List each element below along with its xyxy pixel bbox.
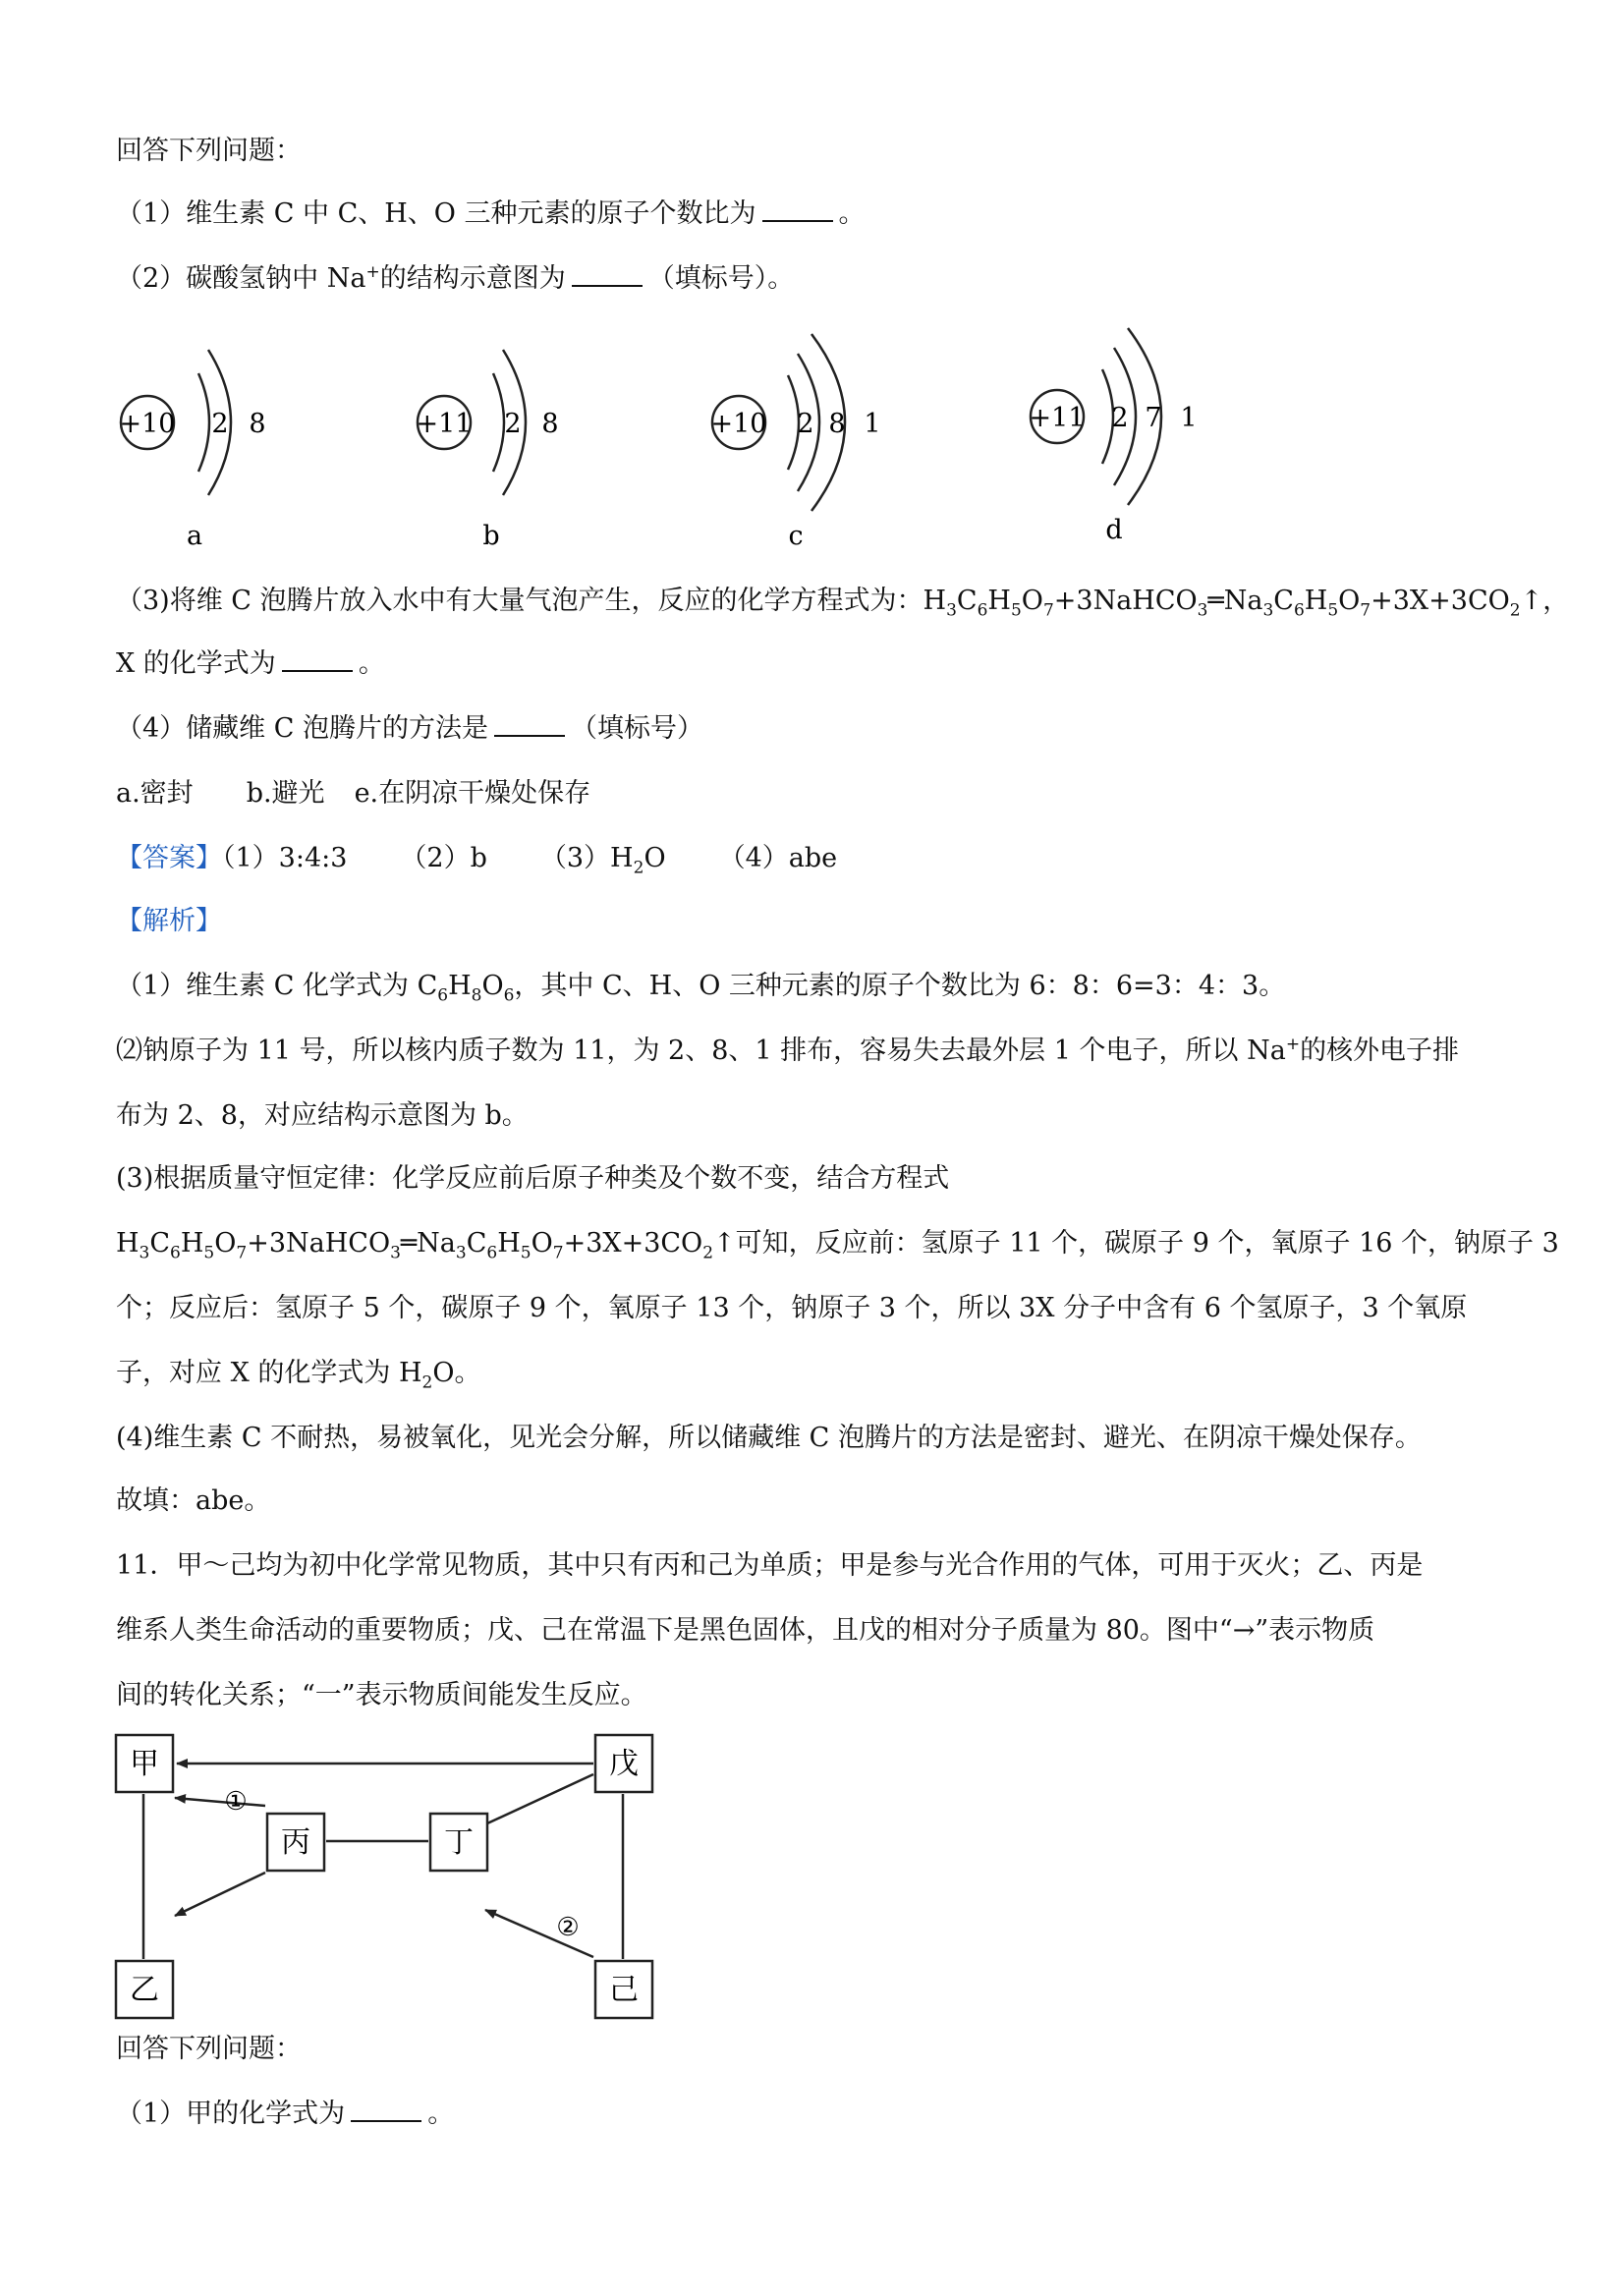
shell-count: 1: [1180, 403, 1198, 433]
q10-part3-end: 。: [358, 648, 385, 679]
analysis-2-line2: 布为 2、8，对应结构示意图为 b。: [116, 1100, 529, 1131]
q10-part3-line1: （3)将维 C 泡腾片放入水中有大量气泡产生，反应的化学方程式为：$H_3C_6H_5O_7+3NaHCO_3═Na_3C_6H_5O_7+3X+3CO_2↑$，: [116, 586, 1570, 621]
option-a: a.密封: [116, 778, 194, 809]
answer-blank[interactable]: [494, 713, 565, 737]
answer-1: （1）3:4:3: [222, 843, 348, 873]
q11-stem-line2: 维系人类生命活动的重要物质；戊、己在常温下是黑色固体，且戊的相对分子质量为 80。图中“→”表示物质: [116, 1615, 1375, 1646]
analysis-3-line1: (3)根据质量守恒定律：化学反应前后原子种类及个数不变，结合方程式: [116, 1163, 950, 1194]
option-b: b.避光: [246, 778, 325, 809]
mark-1: ①: [224, 1787, 248, 1817]
q11-part1-text: （1）甲的化学式为: [116, 2099, 346, 2129]
q10-part2-text: （2）碳酸氢钠中 Na: [116, 263, 366, 294]
q10-options: [116, 774, 590, 813]
q10-part2-end: （填标号）。: [647, 263, 795, 294]
shell-count: 8: [541, 409, 559, 439]
svg-text:己: 己: [609, 1973, 639, 2007]
analysis-tag: [116, 902, 222, 941]
node-bing: [267, 1814, 324, 1871]
answer-line: [116, 839, 837, 878]
chemical-equation: $H_3C_6H_5O_7+3NaHCO_3═Na_3C_6H_5O_7+3X+3CO_2↑$: [116, 1228, 736, 1263]
svg-text:甲: 甲: [130, 1747, 159, 1781]
line-ding-wu: [487, 1774, 593, 1823]
nucleus-label: +11: [1029, 403, 1086, 433]
q10-part2-mid: 的结构示意图为: [379, 263, 566, 294]
analysis-3-line4: 子，对应 X 的化学式为 $H_2O$。: [116, 1358, 481, 1393]
answer-3: $(3)H_2O$: [539, 843, 666, 878]
answer-2: （2）b: [400, 843, 487, 873]
answer-tag: 【答案】: [116, 843, 222, 873]
atom-structure-diagrams: [0, 312, 1623, 568]
analysis-2-line1: ⑵钠原子为 11 号，所以核内质子数为 11，为 2、8、1 排布，容易失去最外层 1 个电子，所以 Na+的核外电子排: [116, 1035, 1460, 1066]
q11-intro: 回答下列问题：: [116, 2034, 302, 2064]
diagram-label: c: [788, 521, 804, 551]
diagram-c: [711, 334, 881, 551]
diagram-b: [417, 350, 559, 551]
node-jia: [116, 1735, 173, 1792]
q10-part1: [116, 195, 866, 234]
diagram-label: a: [186, 521, 203, 551]
shell-count: 2: [1111, 403, 1129, 433]
q10-part4-end: （填标号）: [571, 713, 704, 744]
analysis-3-line2: $H_3C_6H_5O_7+3NaHCO_3═Na_3C_6H_5O_7+3X+3CO_2↑$可知，反应前：氢原子 11 个，碳原子 9 个，氧原子 16 个，钠原子 3: [116, 1228, 1559, 1263]
relation-diagram: [0, 1725, 707, 2020]
diagram-label: d: [1105, 515, 1123, 545]
shell-count: 1: [864, 409, 881, 439]
node-yi: [116, 1961, 173, 2018]
q10-part3-text: （3)将维 C 泡腾片放入水中有大量气泡产生，反应的化学方程式为：: [116, 586, 923, 616]
q10-part2: [116, 259, 794, 299]
node-wu: [595, 1735, 652, 1792]
q10-intro: 回答下列问题：: [116, 136, 302, 166]
shell-count: 8: [249, 409, 266, 439]
analysis-3-line3: 个；反应后：氢原子 5 个，碳原子 9 个，氧原子 13 个，钠原子 3 个，所以 3X 分子中含有 6 个氢原子，3 个氧原: [116, 1293, 1468, 1323]
arrow-bing-to-jia: [175, 1798, 265, 1806]
shell-count: 2: [504, 409, 522, 439]
answer-blank[interactable]: [351, 2099, 421, 2122]
diagram-label: b: [482, 521, 500, 551]
analysis-label: 【解析】: [116, 906, 222, 936]
charge-sup: +: [365, 262, 380, 282]
option-e: e.在阴凉干燥处保存: [354, 778, 591, 809]
shell-count: 2: [211, 409, 229, 439]
nucleus-label: +10: [710, 409, 767, 439]
diagram-d: [1030, 328, 1198, 545]
chemical-equation: $H_3C_6H_5O_7+3NaHCO_3═Na_3C_6H_5O_7+3X+3CO_2↑$: [923, 586, 1543, 621]
svg-text:戊: 戊: [609, 1747, 639, 1781]
answer-blank[interactable]: [572, 263, 643, 287]
arrow-bing-to-yi: [175, 1873, 265, 1916]
answer-blank[interactable]: [762, 198, 833, 222]
analysis-4: (4)维生素 C 不耐热，易被氧化，见光会分解，所以储藏维 C 泡腾片的方法是密封、避光、在阴凉干燥处保存。: [116, 1423, 1422, 1453]
shell-count: 7: [1145, 403, 1162, 433]
fill-answer: 故填：abe。: [116, 1485, 271, 1516]
shell-count: 8: [828, 409, 846, 439]
diagram-a: [120, 350, 266, 551]
analysis-1: （1）维生素 C 化学式为 $C_6H_8O_6$，其中 C、H、O 三种元素的原子个数比为 6：8：6=3：4：3。: [116, 971, 1286, 1006]
q11-part1: [116, 2095, 454, 2134]
q10-part4-text: （4）储藏维 C 泡腾片的方法是: [116, 713, 489, 744]
q10-part3-question: X 的化学式为: [116, 648, 276, 679]
nucleus-label: +11: [416, 409, 473, 439]
answer-blank[interactable]: [282, 648, 353, 672]
mark-2: ②: [556, 1913, 580, 1942]
answer-4: （4）abe: [718, 843, 838, 873]
shell-count: 2: [797, 409, 814, 439]
node-ding: [430, 1814, 487, 1871]
q10-part4: [116, 709, 703, 749]
q10-part1-end: 。: [838, 198, 866, 229]
svg-text:丙: 丙: [281, 1825, 310, 1860]
q11-part1-end: 。: [427, 2099, 455, 2129]
q10-part3-line2: [116, 644, 385, 684]
q10-part1-text: （1）维生素 C 中 C、H、O 三种元素的原子个数比为: [116, 198, 756, 229]
nucleus-label: +10: [119, 409, 176, 439]
node-ji: [595, 1961, 652, 2018]
svg-text:丁: 丁: [444, 1825, 474, 1860]
q11-stem-line3: 间的转化关系；“一”表示物质间能发生反应。: [116, 1680, 647, 1710]
svg-text:乙: 乙: [130, 1973, 159, 2007]
q11-stem-line1: 11．甲～己均为初中化学常见物质，其中只有丙和己为单质；甲是参与光合作用的气体，可用于灭火；乙、丙是: [116, 1550, 1424, 1581]
